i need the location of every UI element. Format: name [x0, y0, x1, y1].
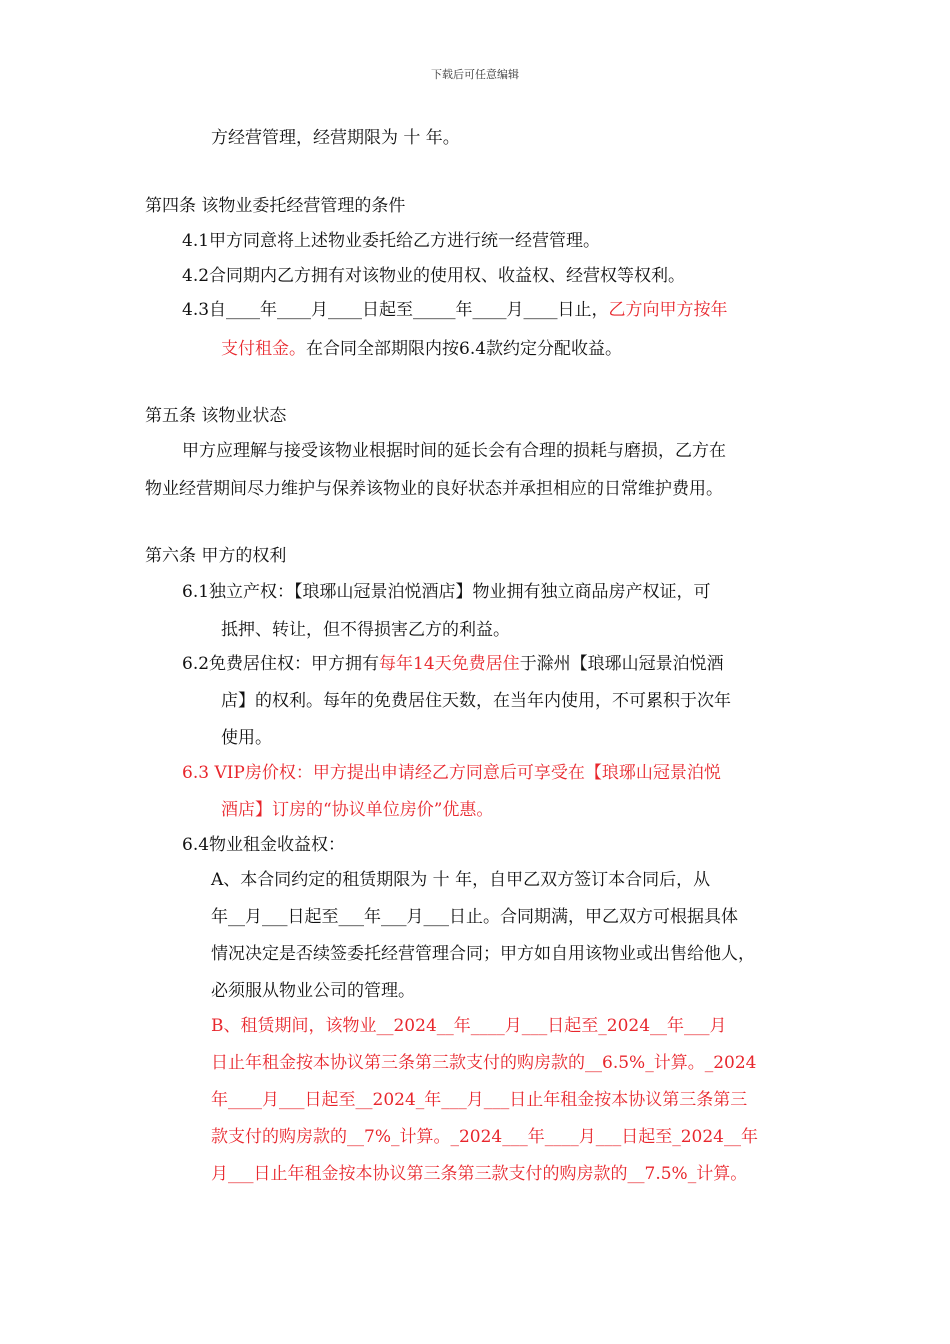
clause-6-2-highlight: 每年14天免费居住	[379, 654, 520, 674]
clause-4-1: 4.1甲方同意将上述物业委托给乙方进行统一经营管理。	[182, 231, 601, 251]
clause-6-3-line2: 酒店】订房的“协议单位房价”优惠。	[221, 800, 494, 820]
item-a-line4: 必须服从物业公司的管理。	[211, 981, 415, 1001]
item-a-line2: 年__月___日起至___年___月___日止。合同期满，甲乙双方可根据具体	[211, 907, 738, 927]
section-6-title: 第六条 甲方的权利	[145, 546, 287, 566]
clause-6-2-pre: 6.2免费居住权：甲方拥有	[182, 654, 380, 674]
item-a-line1: A、本合同约定的租赁期限为 十 年，自甲乙双方签订本合同后，从	[211, 870, 711, 890]
item-b-line3: 年____月___日起至__2024_年___月___日止年租金按本协议第三条第三	[211, 1090, 748, 1110]
clause-4-3-dates: 4.3自____年____月____日起至_____年____月____日止，	[182, 300, 609, 320]
clause-6-2-post: 于滁州【琅琊山冠景泊悦酒	[519, 654, 724, 674]
section-5-para-line1: 甲方应理解与接受该物业根据时间的延长会有合理的损耗与磨损，乙方在	[182, 441, 726, 461]
clause-6-2-line1	[182, 653, 724, 675]
item-b-line1: B、租赁期间，该物业__2024__年____月___日起至_2024__年___月	[211, 1016, 727, 1036]
clause-6-4: 6.4物业租金收益权：	[182, 835, 346, 855]
clause-6-2-line3: 使用。	[221, 728, 272, 748]
term-line: 方经营管理，经营期限为 十 年。	[211, 128, 460, 148]
item-b-line5: 月___日止年租金按本协议第三条第三款支付的购房款的__7.5%_计算。	[211, 1164, 748, 1184]
clause-4-3-highlight-2: 支付租金。	[221, 339, 306, 359]
clause-4-3-line1	[182, 299, 728, 321]
clause-4-2: 4.2合同期内乙方拥有对该物业的使用权、收益权、经营权等权利。	[182, 266, 686, 286]
section-4-title: 第四条 该物业委托经营管理的条件	[145, 196, 406, 216]
clause-4-3-line2	[221, 338, 622, 360]
item-b-line2: 日止年租金按本协议第三条第三款支付的购房款的__6.5%_计算。_2024	[211, 1053, 757, 1073]
clause-4-3-highlight: 乙方向甲方按年	[608, 300, 728, 320]
clause-6-1-line2: 抵押、转让，但不得损害乙方的利益。	[221, 620, 510, 640]
page-header: 下载后可任意编辑	[431, 68, 519, 81]
item-a-line3: 情况决定是否续签委托经营管理合同；甲方如自用该物业或出售给他人，	[211, 944, 755, 964]
item-b-line4: 款支付的购房款的__7%_计算。_2024___年____月___日起至_2024__年	[211, 1127, 758, 1147]
section-5-title: 第五条 该物业状态	[145, 406, 287, 426]
clause-4-3-rest: 在合同全部期限内按6.4款约定分配收益。	[306, 339, 623, 359]
clause-6-1-line1: 6.1独立产权：【琅琊山冠景泊悦酒店】物业拥有独立商品房产权证，可	[182, 582, 711, 602]
clause-6-2-line2: 店】的权利。每年的免费居住天数，在当年内使用，不可累积于次年	[221, 691, 731, 711]
section-5-para-line2: 物业经营期间尽力维护与保养该物业的良好状态并承担相应的日常维护费用。	[145, 479, 723, 499]
clause-6-3-line1: 6.3 VIP房价权：甲方提出申请经乙方同意后可享受在【琅琊山冠景泊悦	[182, 763, 721, 783]
